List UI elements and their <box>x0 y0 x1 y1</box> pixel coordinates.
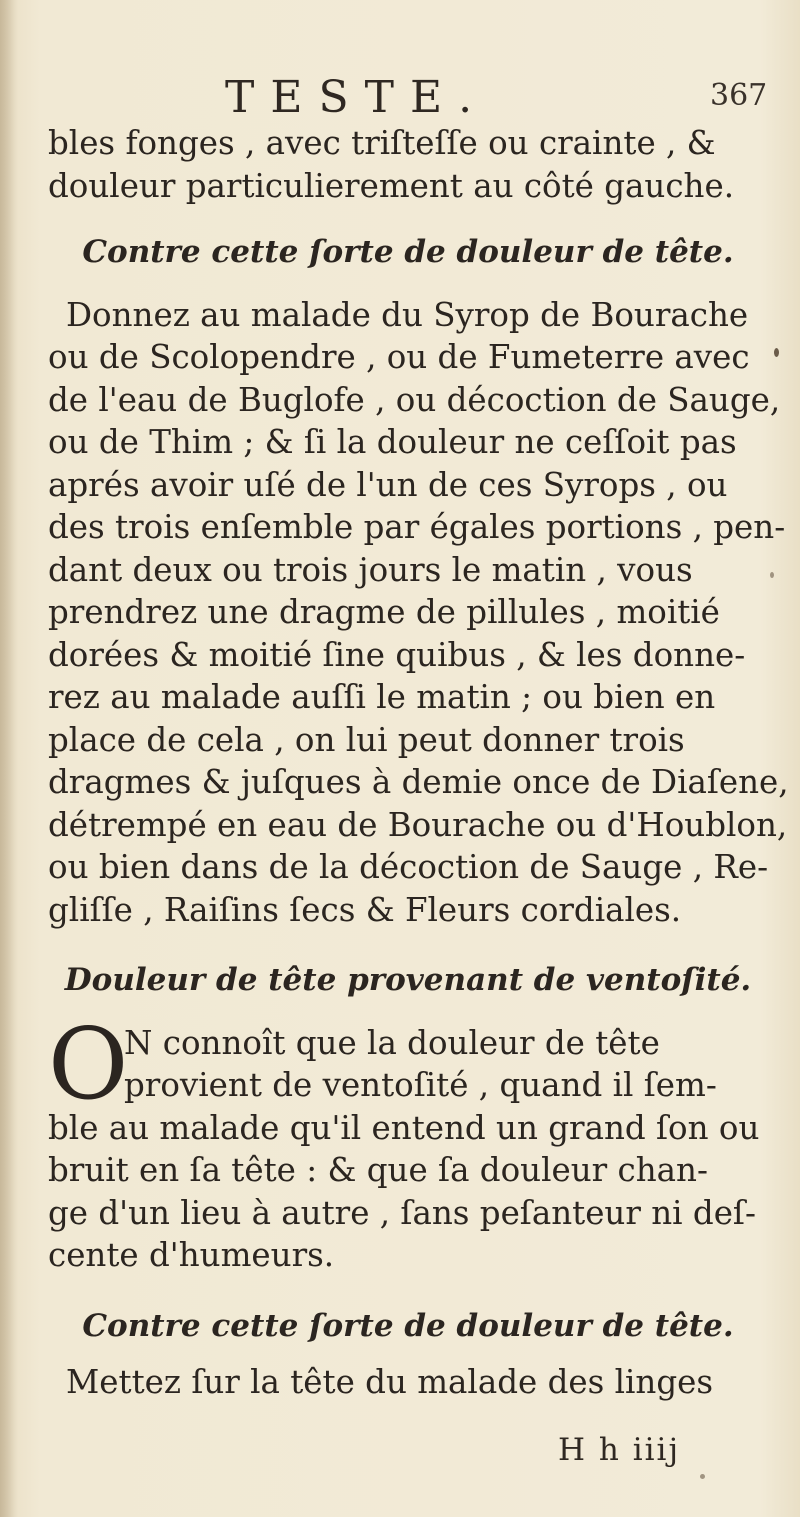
text-line: dragmes & juſques à demie once de Diaſene, <box>48 763 789 801</box>
text-line: rez au malade auſſi le matin ; ou bien en <box>48 678 716 716</box>
text-line: Mettez ſur la tête du malade des linges <box>66 1363 714 1401</box>
text-line: provient de ventoſité , quand il ſem- <box>124 1066 717 1104</box>
text-line: de l'eau de Buglofe , ou décoction de Sauge, <box>48 380 781 419</box>
text-line: des trois enſemble par égales portions , pen- <box>48 508 786 546</box>
section-heading: Contre cette ſorte de douleur de tête. <box>82 1307 734 1344</box>
text-line: bruit en ſa tête : & que ſa douleur chan- <box>48 1151 708 1189</box>
text-line: place de cela , on lui peut donner trois <box>48 720 685 759</box>
running-head: TESTE. <box>225 72 489 123</box>
drop-cap: O <box>48 1007 129 1122</box>
text-line: ble au malade qu'il entend un grand ſon ou <box>48 1108 760 1147</box>
page-text <box>48 122 789 1404</box>
text-line: ou bien dans de la décoction de Sauge , Re- <box>48 848 769 886</box>
text-line: dorées & moitié ſine quibus , & les donne- <box>48 635 746 674</box>
text-line: cente d'humeurs. <box>48 1236 335 1274</box>
text-line: prendrez une dragme de pillules , moitié <box>48 593 720 631</box>
page-number: 367 <box>710 78 768 113</box>
text-line: ge d'un lieu à autre , ſans peſanteur ni deſ- <box>48 1193 756 1232</box>
paragraph <box>48 1007 768 1277</box>
text-line: ou de Scolopendre , ou de Fumeterre avec <box>48 338 750 376</box>
ink-speck <box>770 572 774 578</box>
section-heading: Contre cette ſorte de douleur de tête. <box>82 234 734 270</box>
text-line: gliſſe , Raiſins ſecs & Fleurs cordiales. <box>48 890 682 929</box>
paragraph <box>48 294 789 932</box>
text-line: douleur particulierement au côté gauche. <box>48 166 735 205</box>
text-line: aprés avoir uſé de l'un de ces Syrops , ou <box>48 465 728 504</box>
text-line: N connoît que la douleur de tête <box>124 1023 660 1062</box>
ink-speck <box>700 1474 705 1479</box>
signature-mark: H h iiij <box>558 1432 681 1468</box>
text-line: bles fonges , avec triſteſſe ou crainte , & <box>48 124 716 162</box>
text-line: détrempé en eau de Bourache ou d'Houblon, <box>48 805 788 844</box>
paragraph <box>48 1361 768 1404</box>
page-gutter-shadow <box>0 0 18 1517</box>
section-heading: Douleur de tête provenant de ventoſité. <box>64 962 752 998</box>
text-line: ou de Thim ; & ſi la douleur ne ceſſoit pas <box>48 423 737 461</box>
ink-speck <box>774 348 779 357</box>
text-line: Donnez au malade du Syrop de Bourache <box>66 295 749 334</box>
text-line: dant deux ou trois jours le matin , vous <box>48 550 693 589</box>
